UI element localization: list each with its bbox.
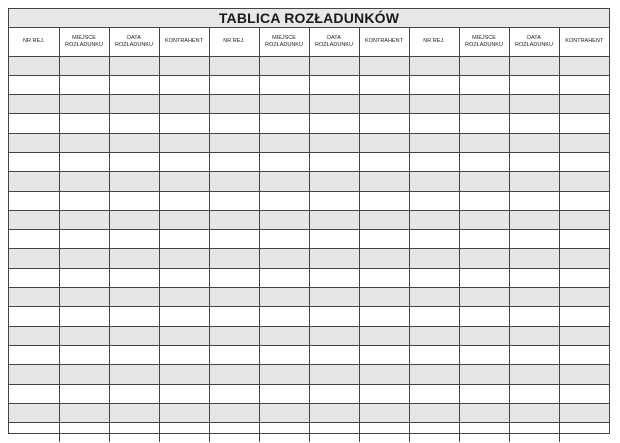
table-cell[interactable]	[209, 326, 259, 345]
table-cell[interactable]	[509, 230, 559, 249]
column-header-reg-number: NR REJ.	[9, 28, 59, 56]
table-cell[interactable]	[309, 172, 359, 191]
header-row	[9, 28, 609, 56]
table-cell[interactable]	[409, 172, 459, 191]
table-cell[interactable]	[209, 230, 259, 249]
table-row	[9, 307, 609, 326]
table-row	[9, 75, 609, 94]
table-cell[interactable]	[9, 345, 59, 364]
table-cell[interactable]	[209, 345, 259, 364]
table-cell[interactable]	[109, 345, 159, 364]
table-cell[interactable]	[9, 114, 59, 133]
table-cell[interactable]	[259, 268, 309, 287]
table-cell[interactable]	[509, 326, 559, 345]
table-cell[interactable]	[159, 365, 209, 384]
table-row	[9, 423, 609, 442]
table-cell[interactable]	[559, 191, 609, 210]
table-cell[interactable]	[559, 249, 609, 268]
table-cell[interactable]	[159, 249, 209, 268]
table-cell[interactable]	[209, 288, 259, 307]
table-cell[interactable]	[159, 191, 209, 210]
table-cell[interactable]	[209, 307, 259, 326]
table-cell[interactable]	[509, 152, 559, 171]
table-cell[interactable]	[9, 95, 59, 114]
table-cell[interactable]	[359, 75, 409, 94]
table-cell[interactable]	[159, 230, 209, 249]
table-row	[9, 172, 609, 191]
table-cell[interactable]	[209, 114, 259, 133]
table-cell[interactable]	[459, 95, 509, 114]
table-cell[interactable]	[59, 384, 109, 403]
unloading-board	[8, 8, 610, 434]
table-cell[interactable]	[359, 365, 409, 384]
table-cell[interactable]	[9, 230, 59, 249]
table-cell[interactable]	[109, 384, 159, 403]
table-cell[interactable]	[209, 95, 259, 114]
table-cell[interactable]	[9, 172, 59, 191]
table-cell[interactable]	[409, 268, 459, 287]
table-cell[interactable]	[459, 288, 509, 307]
table-cell[interactable]	[59, 191, 109, 210]
table-cell[interactable]	[209, 191, 259, 210]
table-cell[interactable]	[559, 326, 609, 345]
table-cell[interactable]	[509, 249, 559, 268]
table-cell[interactable]	[209, 423, 259, 442]
table-cell[interactable]	[109, 133, 159, 152]
table-cell[interactable]	[409, 403, 459, 422]
table-cell[interactable]	[9, 152, 59, 171]
table-cell[interactable]	[259, 191, 309, 210]
table-cell[interactable]	[59, 307, 109, 326]
table-cell[interactable]	[459, 172, 509, 191]
table-cell[interactable]	[409, 365, 459, 384]
table-cell[interactable]	[509, 172, 559, 191]
table-cell[interactable]	[9, 268, 59, 287]
table-cell[interactable]	[109, 307, 159, 326]
table-cell[interactable]	[559, 384, 609, 403]
table-cell[interactable]	[309, 75, 359, 94]
table-cell[interactable]	[359, 114, 409, 133]
table-cell[interactable]	[259, 230, 309, 249]
column-header-contractor: KONTRAHENT	[559, 28, 609, 56]
table-cell[interactable]	[359, 152, 409, 171]
table-row	[9, 345, 609, 364]
table-cell[interactable]	[459, 56, 509, 75]
column-header-unloading-place: MIEJSCE ROZŁADUNKU	[259, 28, 309, 56]
table-cell[interactable]	[159, 288, 209, 307]
column-header-reg-number: NR REJ.	[409, 28, 459, 56]
table-cell[interactable]	[409, 210, 459, 229]
table-cell[interactable]	[309, 191, 359, 210]
table-cell[interactable]	[109, 403, 159, 422]
table-cell[interactable]	[509, 365, 559, 384]
table-cell[interactable]	[309, 307, 359, 326]
table-cell[interactable]	[259, 75, 309, 94]
table-cell[interactable]	[559, 403, 609, 422]
table-cell[interactable]	[509, 133, 559, 152]
table-cell[interactable]	[359, 210, 409, 229]
table-cell[interactable]	[159, 75, 209, 94]
table-cell[interactable]	[159, 210, 209, 229]
column-header-unloading-date: DATA ROZŁADUNKU	[509, 28, 559, 56]
table-cell[interactable]	[409, 307, 459, 326]
table-cell[interactable]	[559, 114, 609, 133]
table-row	[9, 230, 609, 249]
table-cell[interactable]	[159, 133, 209, 152]
table-cell[interactable]	[509, 403, 559, 422]
table-cell[interactable]	[209, 56, 259, 75]
table-cell[interactable]	[109, 172, 159, 191]
table-cell[interactable]	[259, 345, 309, 364]
table-cell[interactable]	[509, 384, 559, 403]
table-cell[interactable]	[259, 423, 309, 442]
table-cell[interactable]	[409, 95, 459, 114]
table-cell[interactable]	[309, 345, 359, 364]
table-cell[interactable]	[559, 307, 609, 326]
table-cell[interactable]	[109, 365, 159, 384]
table-cell[interactable]	[359, 172, 409, 191]
title-bar	[9, 9, 609, 28]
table-cell[interactable]	[359, 345, 409, 364]
table-cell[interactable]	[459, 403, 509, 422]
table-cell[interactable]	[259, 210, 309, 229]
table-cell[interactable]	[309, 152, 359, 171]
table-cell[interactable]	[109, 288, 159, 307]
table-cell[interactable]	[359, 288, 409, 307]
table-cell[interactable]	[309, 95, 359, 114]
table-cell[interactable]	[59, 268, 109, 287]
table-cell[interactable]	[459, 326, 509, 345]
table-cell[interactable]	[9, 423, 59, 442]
table-cell[interactable]	[559, 75, 609, 94]
table-cell[interactable]	[259, 95, 309, 114]
table-cell[interactable]	[159, 384, 209, 403]
table-row	[9, 191, 609, 210]
table-cell[interactable]	[9, 326, 59, 345]
table-cell[interactable]	[509, 268, 559, 287]
table-cell[interactable]	[9, 288, 59, 307]
table-cell[interactable]	[409, 288, 459, 307]
table-cell[interactable]	[309, 133, 359, 152]
table-row	[9, 365, 609, 384]
table-cell[interactable]	[109, 114, 159, 133]
table-cell[interactable]	[109, 191, 159, 210]
table-cell[interactable]	[159, 114, 209, 133]
table-cell[interactable]	[509, 75, 559, 94]
table-cell[interactable]	[309, 249, 359, 268]
table-cell[interactable]	[109, 56, 159, 75]
table-cell[interactable]	[409, 75, 459, 94]
table-cell[interactable]	[559, 365, 609, 384]
table-cell[interactable]	[159, 268, 209, 287]
table-cell[interactable]	[309, 326, 359, 345]
table-cell[interactable]	[359, 403, 409, 422]
column-header-unloading-date: DATA ROZŁADUNKU	[309, 28, 359, 56]
table-row	[9, 288, 609, 307]
table-cell[interactable]	[359, 384, 409, 403]
table-cell[interactable]	[259, 326, 309, 345]
table-cell[interactable]	[359, 191, 409, 210]
table-cell[interactable]	[359, 268, 409, 287]
table-cell[interactable]	[559, 95, 609, 114]
table-cell[interactable]	[159, 403, 209, 422]
table-cell[interactable]	[59, 249, 109, 268]
table-cell[interactable]	[109, 95, 159, 114]
table-cell[interactable]	[409, 384, 459, 403]
table-cell[interactable]	[459, 152, 509, 171]
table-cell[interactable]	[359, 423, 409, 442]
table-cell[interactable]	[559, 230, 609, 249]
table-cell[interactable]	[509, 345, 559, 364]
table-cell[interactable]	[459, 191, 509, 210]
table-cell[interactable]	[109, 210, 159, 229]
table-cell[interactable]	[59, 345, 109, 364]
table-cell[interactable]	[259, 133, 309, 152]
table-cell[interactable]	[159, 56, 209, 75]
table-cell[interactable]	[309, 423, 359, 442]
table-cell[interactable]	[259, 152, 309, 171]
table-cell[interactable]	[309, 114, 359, 133]
table-cell[interactable]	[359, 249, 409, 268]
table-cell[interactable]	[209, 133, 259, 152]
table-cell[interactable]	[59, 172, 109, 191]
table-cell[interactable]	[409, 230, 459, 249]
table-cell[interactable]	[509, 56, 559, 75]
table-cell[interactable]	[359, 56, 409, 75]
table-cell[interactable]	[409, 423, 459, 442]
table-cell[interactable]	[359, 95, 409, 114]
table-cell[interactable]	[59, 133, 109, 152]
table-cell[interactable]	[209, 172, 259, 191]
table-cell[interactable]	[59, 288, 109, 307]
table-cell[interactable]	[109, 230, 159, 249]
table-cell[interactable]	[559, 152, 609, 171]
table-cell[interactable]	[459, 345, 509, 364]
table-cell[interactable]	[259, 403, 309, 422]
table-cell[interactable]	[209, 403, 259, 422]
table-row	[9, 152, 609, 171]
table-cell[interactable]	[109, 268, 159, 287]
table-cell[interactable]	[109, 326, 159, 345]
table-cell[interactable]	[459, 268, 509, 287]
table-cell[interactable]	[109, 75, 159, 94]
table-cell[interactable]	[109, 152, 159, 171]
table-cell[interactable]	[559, 423, 609, 442]
table-cell[interactable]	[259, 288, 309, 307]
table-cell[interactable]	[59, 423, 109, 442]
table-cell[interactable]	[559, 56, 609, 75]
table-row	[9, 56, 609, 75]
table-cell[interactable]	[309, 230, 359, 249]
table-cell[interactable]	[159, 152, 209, 171]
table-cell[interactable]	[359, 230, 409, 249]
table-cell[interactable]	[409, 56, 459, 75]
table-cell[interactable]	[59, 210, 109, 229]
table-cell[interactable]	[159, 172, 209, 191]
table-cell[interactable]	[59, 365, 109, 384]
table-row	[9, 114, 609, 133]
column-header-reg-number: NR REJ.	[209, 28, 259, 56]
table-cell[interactable]	[409, 345, 459, 364]
table-cell[interactable]	[259, 56, 309, 75]
table-cell[interactable]	[9, 307, 59, 326]
table-cell[interactable]	[309, 56, 359, 75]
table-cell[interactable]	[459, 423, 509, 442]
table-cell[interactable]	[509, 95, 559, 114]
table-cell[interactable]	[509, 191, 559, 210]
table-cell[interactable]	[509, 114, 559, 133]
table-cell[interactable]	[259, 172, 309, 191]
table-cell[interactable]	[9, 365, 59, 384]
table-cell[interactable]	[559, 268, 609, 287]
table-cell[interactable]	[9, 249, 59, 268]
table-cell[interactable]	[9, 133, 59, 152]
table-cell[interactable]	[159, 423, 209, 442]
table-cell[interactable]	[309, 288, 359, 307]
table-cell[interactable]	[409, 114, 459, 133]
table-row	[9, 133, 609, 152]
table-cell[interactable]	[209, 249, 259, 268]
table-cell[interactable]	[309, 384, 359, 403]
table-row	[9, 268, 609, 287]
table-cell[interactable]	[159, 307, 209, 326]
table-cell[interactable]	[259, 365, 309, 384]
table-row	[9, 210, 609, 229]
table-cell[interactable]	[359, 307, 409, 326]
table-cell[interactable]	[459, 230, 509, 249]
column-header-unloading-date: DATA ROZŁADUNKU	[109, 28, 159, 56]
table-cell[interactable]	[559, 210, 609, 229]
table-cell[interactable]	[59, 114, 109, 133]
table-cell[interactable]	[459, 384, 509, 403]
table-row	[9, 95, 609, 114]
table-cell[interactable]	[459, 114, 509, 133]
table-row	[9, 326, 609, 345]
column-header-unloading-place: MIEJSCE ROZŁADUNKU	[59, 28, 109, 56]
column-header-contractor: KONTRAHENT	[159, 28, 209, 56]
table-cell[interactable]	[209, 384, 259, 403]
table-cell[interactable]	[59, 403, 109, 422]
table-cell[interactable]	[9, 75, 59, 94]
table-cell[interactable]	[159, 345, 209, 364]
table-cell[interactable]	[559, 288, 609, 307]
table-row	[9, 249, 609, 268]
table-cell[interactable]	[509, 210, 559, 229]
table-cell[interactable]	[409, 249, 459, 268]
unloading-table	[9, 28, 609, 442]
table-cell[interactable]	[9, 191, 59, 210]
table-cell[interactable]	[209, 365, 259, 384]
table-cell[interactable]	[9, 384, 59, 403]
table-cell[interactable]	[209, 268, 259, 287]
table-cell[interactable]	[109, 249, 159, 268]
table-cell[interactable]	[459, 133, 509, 152]
table-row	[9, 384, 609, 403]
table-cell[interactable]	[559, 172, 609, 191]
table-body	[9, 56, 609, 442]
table-cell[interactable]	[309, 268, 359, 287]
table-row	[9, 403, 609, 422]
table-cell[interactable]	[59, 326, 109, 345]
table-cell[interactable]	[409, 191, 459, 210]
table-cell[interactable]	[459, 249, 509, 268]
table-cell[interactable]	[59, 56, 109, 75]
table-cell[interactable]	[9, 210, 59, 229]
table-cell[interactable]	[309, 365, 359, 384]
table-cell[interactable]	[59, 152, 109, 171]
table-cell[interactable]	[459, 75, 509, 94]
table-cell[interactable]	[459, 365, 509, 384]
table-cell[interactable]	[159, 95, 209, 114]
table-cell[interactable]	[59, 95, 109, 114]
table-cell[interactable]	[259, 307, 309, 326]
table-cell[interactable]	[209, 210, 259, 229]
table-cell[interactable]	[359, 326, 409, 345]
table-cell[interactable]	[459, 210, 509, 229]
table-cell[interactable]	[109, 423, 159, 442]
board-title: TABLICA ROZŁADUNKÓW	[218, 10, 400, 26]
table-cell[interactable]	[559, 133, 609, 152]
table-cell[interactable]	[309, 403, 359, 422]
table-cell[interactable]	[9, 56, 59, 75]
table-cell[interactable]	[309, 210, 359, 229]
table-cell[interactable]	[9, 403, 59, 422]
table-cell[interactable]	[409, 133, 459, 152]
table-cell[interactable]	[559, 345, 609, 364]
table-cell[interactable]	[509, 423, 559, 442]
table-cell[interactable]	[209, 152, 259, 171]
table-cell[interactable]	[259, 384, 309, 403]
table-cell[interactable]	[459, 307, 509, 326]
column-header-contractor: KONTRAHENT	[359, 28, 409, 56]
table-cell[interactable]	[259, 249, 309, 268]
table-cell[interactable]	[159, 326, 209, 345]
table-cell[interactable]	[509, 288, 559, 307]
table-cell[interactable]	[409, 152, 459, 171]
table-cell[interactable]	[509, 307, 559, 326]
table-cell[interactable]	[259, 114, 309, 133]
table-cell[interactable]	[409, 326, 459, 345]
table-cell[interactable]	[209, 75, 259, 94]
table-cell[interactable]	[59, 230, 109, 249]
table-cell[interactable]	[359, 133, 409, 152]
table-cell[interactable]	[59, 75, 109, 94]
column-header-unloading-place: MIEJSCE ROZŁADUNKU	[459, 28, 509, 56]
